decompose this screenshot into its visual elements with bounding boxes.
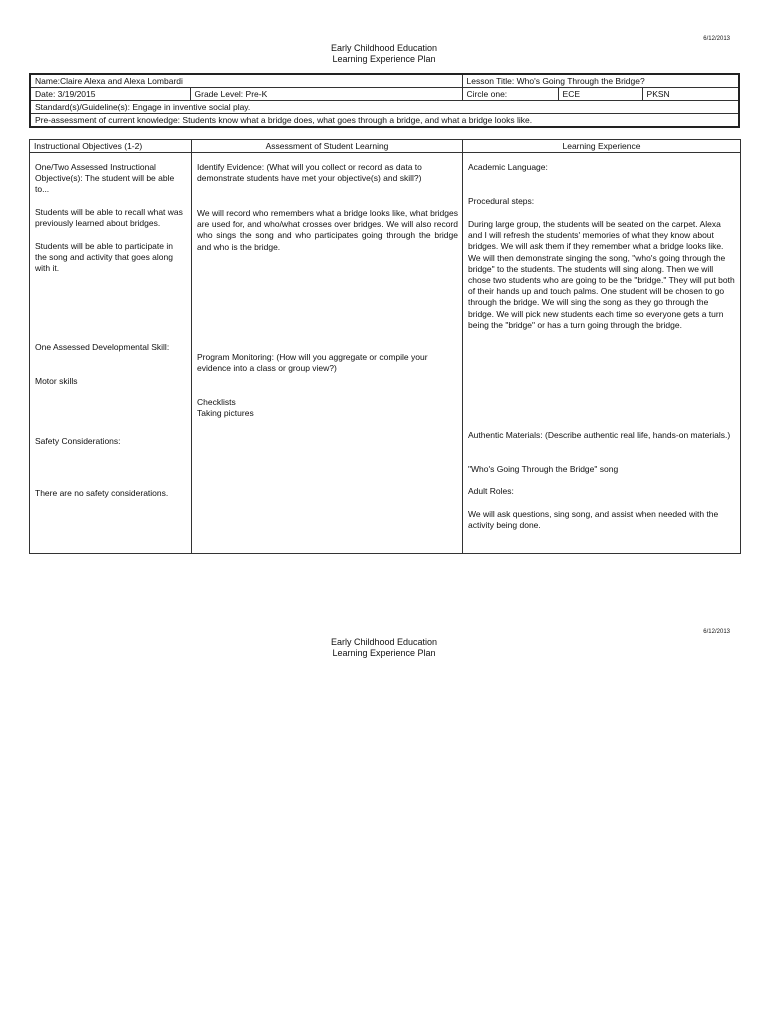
plan-main-table [29, 139, 741, 554]
procedural-text: During large group, the students will be seated on the carpet. Alexa and I will refresh the students' memories of what they know about bridges. We will ask them if they remember what a bridge looks like. We will then demonstrate singing the song, "who's going through the bridge" to the students. The students will sing along. Then we will chose two students who are going to be the "bridge." They will put both of their hands up and touch palms. One student will be chosen to go through the bridge. We will sing the song as they go through the bridge. We will pick new students each time so everyone gets a turn being the "bridge" or has a turn going through the bridge. [468, 219, 735, 330]
standard-cell: Standard(s)/Guideline(s): Engage in inventive social play. [30, 101, 739, 114]
col-header-objectives: Instructional Objectives (1-2) [30, 140, 192, 153]
academic-language-heading: Academic Language: [468, 162, 548, 172]
page-date: 6/12/2013 [703, 36, 730, 42]
objectives-text-2: Students will be able to participate in the song and activity that goes along with it. [35, 241, 173, 274]
page-2-title-line-1: Early Childhood Education [330, 637, 438, 647]
circle-one-label: Circle one: [462, 88, 558, 101]
title-line-2: Learning Experience Plan [332, 54, 436, 64]
date-cell: Date: 3/19/2015 [30, 88, 190, 101]
dev-skill-heading: One Assessed Developmental Skill: [35, 342, 170, 352]
page-2-title-line-2: Learning Experience Plan [332, 648, 436, 658]
grade-level-cell: Grade Level: Pre-K [190, 88, 462, 101]
option-pksn: PKSN [642, 88, 739, 101]
monitoring-item-checklists: Checklists [197, 397, 236, 407]
safety-text: There are no safety considerations. [35, 488, 169, 498]
page-2-title [0, 637, 768, 659]
objectives-text: Students will be able to recall what was previously learned about bridges. [35, 207, 183, 229]
page-2-date: 6/12/2013 [703, 629, 730, 635]
adult-roles-text: We will ask questions, sing song, and assist when needed with the activity being done. [468, 509, 719, 531]
title-line-1: Early Childhood Education [330, 43, 438, 53]
page-title [0, 43, 768, 65]
option-ece: ECE [558, 88, 642, 101]
evidence-heading: Identify Evidence: (What will you collect or record as data to demonstrate students have met your objective(s) and skill?) [197, 162, 422, 184]
lesson-title-cell: Lesson Title: Who's Going Through the Bridge? [462, 74, 739, 88]
safety-heading: Safety Considerations: [35, 436, 121, 446]
plan-info-table [29, 73, 740, 128]
adult-roles-heading: Adult Roles: [468, 486, 514, 496]
dev-skill-text: Motor skills [35, 376, 78, 386]
experience-column [463, 153, 740, 553]
pre-assessment-cell: Pre-assessment of current knowledge: Students know what a bridge does, what goes through a bridge, and what a bridge looks like. [30, 114, 739, 128]
objectives-heading: One/Two Assessed Instructional Objective(s): The student will be able to... [35, 162, 175, 195]
col-header-assessment: Assessment of Student Learning [192, 140, 463, 153]
procedural-heading: Procedural steps: [468, 196, 535, 206]
monitoring-heading: Program Monitoring: (How will you aggregate or compile your evidence into a class or group view?) [197, 352, 428, 374]
materials-text: "Who's Going Through the Bridge" song [468, 464, 619, 474]
col-header-experience: Learning Experience [463, 140, 741, 153]
evidence-text: We will record who remembers what a bridge looks like, what bridges are used for, and who/what crosses over bridges. We will also record who sings the song and who participates going through the bridge and who is the bridge. [197, 208, 458, 252]
materials-heading: Authentic Materials: (Describe authentic real life, hands-on materials.) [468, 430, 731, 440]
objectives-column [30, 153, 191, 553]
assessment-column [192, 153, 462, 553]
monitoring-item-pictures: Taking pictures [197, 408, 254, 418]
name-cell: Name:Claire Alexa and Alexa Lombardi [30, 74, 462, 88]
